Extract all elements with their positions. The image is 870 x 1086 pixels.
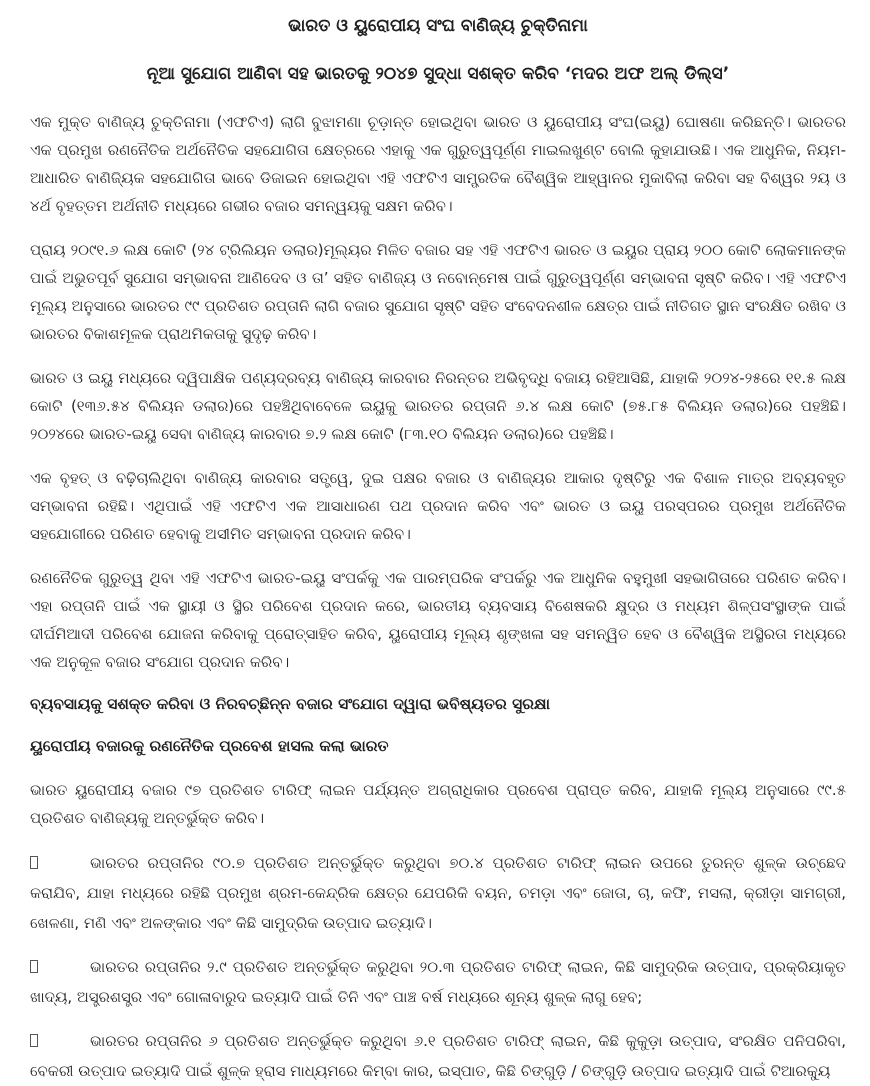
paragraph-intro: ଏକ ମୁକ୍ତ ବାଣିଜ୍ୟ ଚୁକ୍ତିନାମା (ଏଫଟିଏ) ଲାଗି ବୁଝାମଣା ଚୂଡ଼ାନ୍ତ ହୋଇଥିବା ଭାରତ ଓ ୟୁରୋପୀୟ ସଂଘ(ଇୟୁ) ଘୋଷଣା କରିଛନ୍ତି। ଭାରତର ଏକ ପ୍ରମୁଖ ରଣନୈତିକ ଅର୍ଥନୈତିକ ସହଯୋଗିତା କ୍ଷେତ୍ରରେ ଏହାକୁ ଏକ ଗୁରୁତ୍ୱପୂର୍ଣ୍ଣ ମାଇଲଖୁଣ୍ଟ ବୋଲି କୁହାଯାଉଛି। ଏକ ଆଧୁନିକ, ନିୟମ-ଆଧାରିତ ବାଣିଜ୍ୟିକ ସହଯୋଗିତା ଭାବେ ଡିଜାଇନ ହୋଇଥିବା ଏହି ଏଫଟିଏ ସାମ୍ପ୍ରତିକ ବୈଶ୍ୱିକ ଆହ୍ୱାନର ମୁକାବିଲା କରିବା ସହ ବିଶ୍ୱର ୨ୟ ଓ ୪ର୍ଥ ବୃହତ୍ତମ ଅର୍ଥନୀତି ମଧ୍ୟରେ ଗଭୀର ବଜାର ସମନ୍ୱୟକୁ ସକ୍ଷମ କରିବ। — [30, 113, 846, 215]
paragraph-strategic: ରଣନୈତିକ ଗୁରୁତ୍ୱ ଥିବା ଏହି ଏଫଟିଏ ଭାରତ-ଇୟୁ ସଂପର୍କକୁ ଏକ ପାରମ୍ପରିକ ସଂପର୍କରୁ ଏକ ଆଧୁନିକ ବହୁମୁଖୀ ସହଭାଗିତାରେ ପରିଣତ କରିବ। ଏହା ରପ୍ତାନି ପାଇଁ ଏକ ସ୍ଥାୟୀ ଓ ସ୍ଥିର ପରିବେଶ ପ୍ରଦାନ କରେ, ଭାରତୀୟ ବ୍ୟବସାୟ ବିଶେଷକରି କ୍ଷୁଦ୍ର ଓ ମଧ୍ୟମ ଶିଳ୍ପସଂସ୍ଥାଙ୍କ ପାଇଁ ଦୀର୍ଘମିଆଦୀ ପରିବେଶ ଯୋଜନା କରିବାକୁ ପ୍ରୋତ୍ସାହିତ କରିବ, ୟୁରୋପୀୟ ମୂଲ୍ୟ ଶୃଙ୍ଖଳା ସହ ସମନ୍ୱିତ ହେବ ଓ ବୈଶ୍ୱିକ ଅସ୍ଥିରତା ମଧ୍ୟରେ ଏକ ଅନୁକୂଳ ବଜାର ସଂଯୋଗ ପ୍ରଦାନ କରିବ। — [30, 569, 846, 671]
list-item — [30, 848, 846, 938]
section-heading-business: ବ୍ୟବସାୟକୁ ସଶକ୍ତ କରିବା ଓ ନିରବଚ୍ଛିନ୍ନ ବଜାର ସଂଯୋଗ ଦ୍ୱାରା ଭବିଷ୍ୟତର ସୁରକ୍ଷା — [30, 695, 551, 713]
bullet-marker-icon — [30, 856, 38, 869]
bullet-marker-icon — [30, 1034, 38, 1047]
list-item-text: ଭାରତର ରପ୍ତାନିର ୬ ପ୍ରତିଶତ ଅନ୍ତର୍ଭୁକ୍ତ କରୁଥିବା ୬.୧ ପ୍ରତିଶତ ଟାରିଫ୍ ଲାଇନ, କିଛି କୁକୁଡ଼ା ଉତ୍ପାଦ, ସଂରକ୍ଷିତ ପନିପରିବା, ବେକରୀ ଉତ୍ପାଦ ଇତ୍ୟାଦି ପାଇଁ ଶୁଳ୍କ ହ୍ରାସ ମାଧ୍ୟମରେ କିମ୍ବା କାର, ଇସ୍ପାତ, କିଛି ଚିଙ୍ଗୁଡ଼ି / ଚିଙ୍ଗୁଡ଼ି ଉତ୍ପାଦ ଇତ୍ୟାଦି ପାଇଁ ଟିଆରକ୍ୟୁ — [30, 1032, 846, 1080]
list-item — [30, 952, 846, 1012]
section-heading-market-access: ୟୁରୋପୀୟ ବଜାରକୁ ରଣନୈତିକ ପ୍ରବେଶ ହାସଲ କଲା ଭାରତ — [30, 737, 389, 755]
list-item-text: ଭାରତର ରପ୍ତାନିର ୨.୯ ପ୍ରତିଶତ ଅନ୍ତର୍ଭୁକ୍ତ କରୁଥିବା ୨୦.୩ ପ୍ରତିଶତ ଟାରିଫ୍ ଲାଇନ, କିଛି ସାମୁଦ୍ରିକ ଉତ୍ପାଦ, ପ୍ରକ୍ରିୟାକୃତ ଖାଦ୍ୟ, ଅସ୍ତ୍ରଶସ୍ତ୍ର ଏବଂ ଗୋଳାବାରୁଦ ଇତ୍ୟାଦି ପାଇଁ ତିନି ଏବଂ ପାଞ୍ଚ ବର୍ଷ ମଧ୍ୟରେ ଶୂନ୍ୟ ଶୁଳ୍କ ଲାଗୁ ହେବ; — [30, 958, 846, 1006]
paragraph-potential: ଏକ ବୃହତ୍ ଓ ବଢ଼ିଚାଲିଥିବା ବାଣିଜ୍ୟ କାରବାର ସତ୍ତ୍ୱେ, ଦୁଇ ପକ୍ଷର ବଜାର ଓ ବାଣିଜ୍ୟର ଆକାର ଦୃଷ୍ଟିରୁ ଏକ ବିଶାଳ ମାତ୍ର ଅବ୍ୟବହୃତ ସମ୍ଭାବନା ରହିଛି। ଏଥିପାଇଁ ଏହି ଏଫଟିଏ ଏକ ଆସାଧାରଣ ପଥ ପ୍ରଦାନ କରିବ ଏବଂ ଭାରତ ଓ ଇୟୁ ପରସ୍ପରର ପ୍ରମୁଖ ଅର୍ଥନୈତିକ ସହଯୋଗୀରେ ପରିଣତ ହେବାକୁ ଅସୀମିତ ସମ୍ଭାବନା ପ୍ରଦାନ କରିବ। — [30, 469, 846, 543]
document-title: ଭାରତ ଓ ୟୁରୋପୀୟ ସଂଘ ବାଣିଜ୍ୟ ଚୁକ୍ତିନାମା — [288, 16, 588, 36]
paragraph-trade: ଭାରତ ଓ ଇୟୁ ମଧ୍ୟରେ ଦ୍ୱିପାକ୍ଷିକ ପଣ୍ୟଦ୍ରବ୍ୟ ବାଣିଜ୍ୟ କାରବାର ନିରନ୍ତର ଅଭିବୃଦ୍ଧି ବଜାୟ ରହିଆସିଛି, ଯାହାକି ୨୦୨୪-୨୫ରେ ୧୧.୫ ଲକ୍ଷ କୋଟି (୧୩୬.୫୪ ବିଲିୟନ ଡଲାର)ରେ ପହଞ୍ଚିଥିବାବେଳେ ଇୟୁକୁ ଭାରତର ରପ୍ତାନି ୬.୪ ଲକ୍ଷ କୋଟି (୭୫.୮୫ ବିଲିୟନ ଡଲାର)ରେ ପହଞ୍ଚିଛି। ୨୦୨୪ରେ ଭାରତ-ଇୟୁ ସେବା ବାଣିଜ୍ୟ କାରବାର ୭.୨ ଲକ୍ଷ କୋଟି (୮୩.୧୦ ବିଲିୟନ ଡଲାର)ରେ ପହଞ୍ଚିଛି। — [30, 369, 846, 443]
bullet-marker-icon — [30, 960, 38, 973]
list-item — [30, 1026, 846, 1086]
document-subtitle: ନୂଆ ସୁଯୋଗ ଆଣିବା ସହ ଭାରତକୁ ୨୦୪୭ ସୁଦ୍ଧା ସଶକ୍ତ କରିବ ‘ମଦର ଅଫ ଅଲ୍ ଡିଲ୍ସ’ — [146, 64, 730, 84]
paragraph-market: ପ୍ରାୟ ୨୦୯୧.୬ ଲକ୍ଷ କୋଟି (୨୪ ଟ୍ରିଲିୟନ ଡଲାର)ମୂଲ୍ୟର ମିଳିତ ବଜାର ସହ ଏହି ଏଫଟିଏ ଭାରତ ଓ ଇୟୁର ପ୍ରାୟ ୨୦୦ କୋଟି ଲୋକମାନଙ୍କ ପାଇଁ ଅଭୁତପୂର୍ବ ସୁଯୋଗ ସମ୍ଭାବନା ଆଣିଦେବ ଓ ତା’ ସହିତ ବାଣିଜ୍ୟ ଓ ନବୋନ୍ମେଷ ପାଇଁ ଗୁରୁତ୍ୱପୂର୍ଣ୍ଣ ସମ୍ଭାବନା ସୃଷ୍ଟି କରିବ। ଏହି ଏଫଟିଏ ମୂଲ୍ୟ ଅନୁସାରେ ଭାରତର ୯୯ ପ୍ରତିଶତ ରପ୍ତାନି ଲାଗି ବଜାର ସୁଯୋଗ ସୃଷ୍ଟି ସହିତ ସଂବେଦନଶୀଳ କ୍ଷେତ୍ର ପାଇଁ ନୀତିଗତ ସ୍ଥାନ ସଂରକ୍ଷିତ ରଖିବ ଓ ଭାରତର ବିକାଶମୂଳକ ପ୍ରାଥମିକତାକୁ ସୁଦୃଢ଼ କରିବ। — [30, 241, 846, 343]
paragraph-market-access: ଭାରତ ୟୁରୋପୀୟ ବଜାର ୯୭ ପ୍ରତିଶତ ଟାରିଫ୍ ଲାଇନ ପର୍ଯ୍ୟନ୍ତ ଅଗ୍ରାଧିକାର ପ୍ରବେଶ ପ୍ରାପ୍ତ କରିବ, ଯାହାକି ମୂଲ୍ୟ ଅନୁସାରେ ୯୯.୫ ପ୍ରତିଶତ ବାଣିଜ୍ୟକୁ ଅନ୍ତର୍ଭୁକ୍ତ କରିବ। — [30, 781, 846, 827]
list-item-text: ଭାରତର ରପ୍ତାନିର ୯୦.୭ ପ୍ରତିଶତ ଅନ୍ତର୍ଭୁକ୍ତ କରୁଥିବା ୭୦.୪ ପ୍ରତିଶତ ଟାରିଫ୍ ଲାଇନ ଉପରେ ତୁରନ୍ତ ଶୁଳ୍କ ଉଚ୍ଛେଦ କରାଯିବ, ଯାହା ମଧ୍ୟରେ ରହିଛି ପ୍ରମୁଖ ଶ୍ରମ-କେନ୍ଦ୍ରିକ କ୍ଷେତ୍ର ଯେପରିକି ବୟନ, ଚମଡ଼ା ଏବଂ ଜୋତା, ଚା, କଫି, ମସଲା, କ୍ରୀଡ଼ା ସାମଗ୍ରୀ, ଖେଳଣା, ମଣି ଏବଂ ଅଳଙ୍କାର ଏବଂ କିଛି ସାମୁଦ୍ରିକ ଉତ୍ପାଦ ଇତ୍ୟାଦି। — [30, 854, 846, 932]
